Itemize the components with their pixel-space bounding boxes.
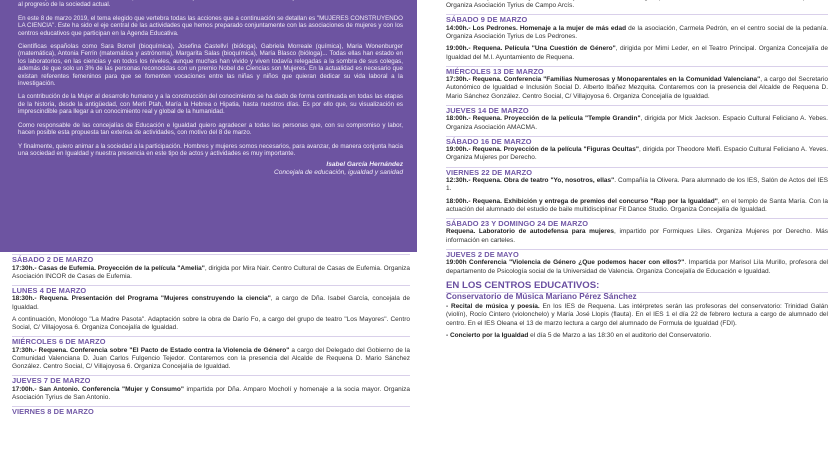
intro-paragraph: Científicas españolas como Sara Borrell (bioquímica), Josefina Castellví (bióloga), Gabriela Morreale (química), Maria Wonenburger (matemática), Antonia Ferrín (matemática y astrónoma), Margarita Salas (bioquímica), María Blasco (bióloga)... Todas ellas han estado en los laboratorios, en las ciencias y en todos los niveles, aunque muchas han vivido y viven todavía relegadas a la sombra de sus colegas, además de que solo un 3% de las personas reconocidas con un premio Nobel de Ciencias son Mujeres. En la actualidad es necesario que existan referentes femeninos para que se fomenten vocaciones entre las niñas y niños que quieran dedicar su vida laboral a la investigación. xyxy=(18,43,403,88)
entry-text: , dirigida por Mira Nair. Centro Cultural de Casas de Eufemia. Organiza Asociación INCOR de Casas de Eufemia. xyxy=(12,264,411,280)
program-entry xyxy=(12,316,410,332)
entry-date: JUEVES 7 DE MARZO xyxy=(12,375,410,386)
entry-text: , dirigida por Theodore Melfi. Espacio Cultural Feliciano A. Yeves. Organiza Mujeres por Derecho. xyxy=(446,146,829,162)
entry-lead xyxy=(446,0,631,1)
entry-text: En los IES de Requena. Las intérpretes serán las profesoras del conservatorio: Trinidad Galán (violín), Rocío Cintero (violonchelo) y María José Llopis (flauta). En el IES 1 el día 22 de febrero lectura a cargo de alumnado del centro. En el IES Oleana el 13 de marzo lectura a cargo del alumnado de Formula de Igualdad (FDI). xyxy=(446,303,828,327)
entry-lead: 19:00h Conferencia "Violencia de Género ¿Que podemos hacer con ellos?" xyxy=(446,259,685,267)
right-program-column xyxy=(446,0,828,344)
program-entry xyxy=(446,198,828,214)
program-entry xyxy=(12,375,410,402)
entry-lead: 12:30h.- Requena. Obra de teatro "Yo, nosotros, ellas" xyxy=(446,177,615,185)
intro-panel xyxy=(0,0,417,252)
intro-paragraph: En este 8 de marzo 2019, el tema elegido que vertebra todas las acciones que a continuación se detallan es "MUJERES CONSTRUYENDO LA CIENCIA". Este ha sido el eje central de las actividades que hemos preparado conjuntamente con las asociaciones de mujeres y con los centros educativos que participan en la Agenda Educativa. xyxy=(18,14,403,37)
entry-date: JUEVES 14 DE MARZO xyxy=(446,105,828,116)
program-entry xyxy=(12,285,410,312)
program-entry xyxy=(446,105,828,132)
entry-text: , dirigida por Mick Jackson. Espacio Cultural Feliciano A. Yebes. Organiza Asociación AMACMA. xyxy=(446,115,828,131)
entry-lead: 18:30h.- Requena. Presentación del Programa "Mujeres construyendo la ciencia" xyxy=(12,295,271,303)
intro-text xyxy=(0,0,417,176)
entry-lead: Requena. Laboratorio de autodefensa para mujeres xyxy=(446,228,615,236)
entry-lead: 19:00h.- Requena. Proyección de la película "Figuras Ocultas" xyxy=(446,146,639,154)
entry-text: a cargo del Delegado del Gobierno de la Comunidad Valenciana D. Juan Carlos Fulgencio Tejedor. Contaremos con la presencia del Alcalde de Requena D. Mario Sánchez González. Centro Social, C/ Villajoyosa 6. Organiza Concejalía de Igualdad. xyxy=(12,346,410,371)
entry-date: SÁBADO 16 DE MARZO xyxy=(446,136,828,147)
entry-text: , dirigida por Mimi Leder, en el Teatro Principal. Organiza Concejalía de Igualdad del M.I. Ayuntamiento de Requena. xyxy=(446,45,828,61)
program-entry xyxy=(446,66,828,101)
program-entry xyxy=(446,167,828,194)
entry-text: , a cargo de Dña. Isabel García, concejala de Igualdad. xyxy=(12,295,410,311)
entry-date: MIÉRCOLES 13 DE MARZO xyxy=(446,66,828,77)
entry-date: SÁBADO 9 DE MARZO xyxy=(446,14,828,25)
entry-lead: 17:30h.- Requena. Conferencia sobre "El Pacto de Estado contra la Violencia de Género" xyxy=(12,346,290,354)
entry-lead: 19:00h.- Requena. Película "Una Cuestión de Género" xyxy=(446,45,616,53)
program-entry xyxy=(446,249,828,276)
conservatorio-heading: Conservatorio de Música Mariano Pérez Sánchez xyxy=(446,292,828,301)
intro-paragraph: La contribución de la Mujer al desarrollo humano y a la construcción del conocimiento se ha dado de forma continuada en todas las etapas de la historia, desde la antigüedad, con Merit Ptah, María la Hebrea o Hipatia, hasta nuestros días. Es por ello que, su visualización es imprescindible para llegar a un conocimiento real y global de la humanidad. xyxy=(18,93,403,116)
entry-date: JUEVES 2 DE MAYO xyxy=(446,249,828,260)
entry-lead: - Recital de música y poesía. xyxy=(446,303,540,311)
concierto-entry xyxy=(446,332,828,340)
entry-date: LUNES 4 DE MARZO xyxy=(12,285,410,296)
entry-lead: 18:00h.- Requena. Proyección de la película "Temple Grandin" xyxy=(446,115,641,123)
entry-text: . Compañía la Olivera. Para alumnado de los IES, Salón de Actos del IES 1. xyxy=(446,177,828,193)
entry-lead: 17:30h.- Casas de Eufemia. Proyección de la película "Amelia" xyxy=(12,264,205,272)
program-entry xyxy=(446,218,828,245)
entry-text: Organiza Asociación Tyrius de Campo Arcís. xyxy=(446,2,575,10)
entry-text: , impartido por Formiques Liles. Organiza Mujeres por Derecho. Más información en carteles. xyxy=(446,228,828,244)
entry-lead: - Concierto por la Igualdad xyxy=(446,331,529,339)
entry-date: SÁBADO 2 DE MARZO xyxy=(12,254,410,265)
intro-paragraph: Como responsable de las concejalías de Educación e Igualdad quiero agradecer a todas las personas que, con su compromiso y labor, hacen posible esta propuesta tan extensa de actividades, con motivo del 8 de marzo. xyxy=(18,121,403,137)
signature-name: Isabel García Hernández xyxy=(326,161,403,169)
entry-lead: 18:00h.- Requena. Exhibición y entrega de premios del concurso "Rap por la Igualdad" xyxy=(446,197,718,205)
entry-lead: 17:30h.- Requena. Conferencia "Familias Numerosas y Monoparentales en la Comunidad Valenciana" xyxy=(446,76,761,84)
right-entries xyxy=(446,14,828,275)
entry-text: . Impartida por Marisol Lila Murillo, profesora del departamento de Psicología social de la Universidad de Valencia. Organiza Concejalía de Educación e Igualdad. xyxy=(446,259,828,275)
recital-entry xyxy=(446,303,828,328)
program-entry xyxy=(12,254,410,281)
program-entry xyxy=(446,0,828,10)
intro-paragraph: Y finalmente, quiero animar a la sociedad a la participación. Hombres y mujeres somos necesarios, para avanzar, de manera conjunta hacia una sociedad en Igualdad y nuestra presencia en este tipo de actos y actividades es muy importante. xyxy=(18,142,403,157)
program-entry xyxy=(12,336,410,371)
entry-date: MIÉRCOLES 6 DE MARZO xyxy=(12,336,410,347)
entry-lead: 14:00h.- Los Pedrones. Homenaje a la mujer de más edad xyxy=(446,24,627,32)
entry-date: VIERNES 22 DE MARZO xyxy=(446,167,828,178)
program-entry xyxy=(446,136,828,163)
entry-text: impartida por Dña. Amparo Mocholí y homenaje a la socia mayor. Organiza Asociación Tyrius de San Antonio. xyxy=(12,385,410,402)
entry-lead: 17:00h.- San Antonio. Conferencia "Mujer y Consumo" xyxy=(12,385,184,393)
signature-role: Concejala de educación, igualdad y sanidad xyxy=(273,168,403,176)
section-title: EN LOS CENTROS EDUCATIVOS: xyxy=(446,279,600,291)
entry-text: A continuación, Monólogo "La Madre Pasota". Adaptación sobre la obra de Darío Fo, a cargo del grupo de teatro "Los Mayores". Centro Social, C/ Villajoyosa 6. Organiza Concejalía de Igualdad. xyxy=(12,315,410,332)
signature xyxy=(18,161,403,176)
left-program-column xyxy=(12,254,410,421)
program-entry xyxy=(12,406,410,417)
program-entry xyxy=(446,45,828,61)
entry-text: el día 5 de Marzo a las 18:30 en el auditorio del Conservatorio. xyxy=(528,331,712,339)
entry-text: , en el templo de Santa María. Con la actuación del alumnado del estudio de baile multidisciplinar Fit Dance Studio. Organiza Concejalía de Igualdad. xyxy=(446,197,828,213)
entry-text: de la asociación, Carmela Pedrón, en el centro social de la pedanía. Organiza Asociación Tyrius de Los Pedrones. xyxy=(446,24,829,41)
entry-date: SÁBADO 23 Y DOMINGO 24 DE MARZO xyxy=(446,218,828,229)
program-entry xyxy=(446,14,828,41)
entry-date: VIERNES 8 DE MARZO xyxy=(12,406,410,417)
entry-text: , a cargo del Secretario Autonómico de Igualdad e Inclusión Social D. Alberto Ibáñez Mezquita. Contaremos con la presencia del Alcalde de Requena D. Mario Sánchez González. Centro Social, C/ Villajoyosa 6. Organiza Concejalía de Igualdad. xyxy=(446,76,829,100)
intro-paragraph: al progreso de la sociedad actual. xyxy=(18,1,111,9)
